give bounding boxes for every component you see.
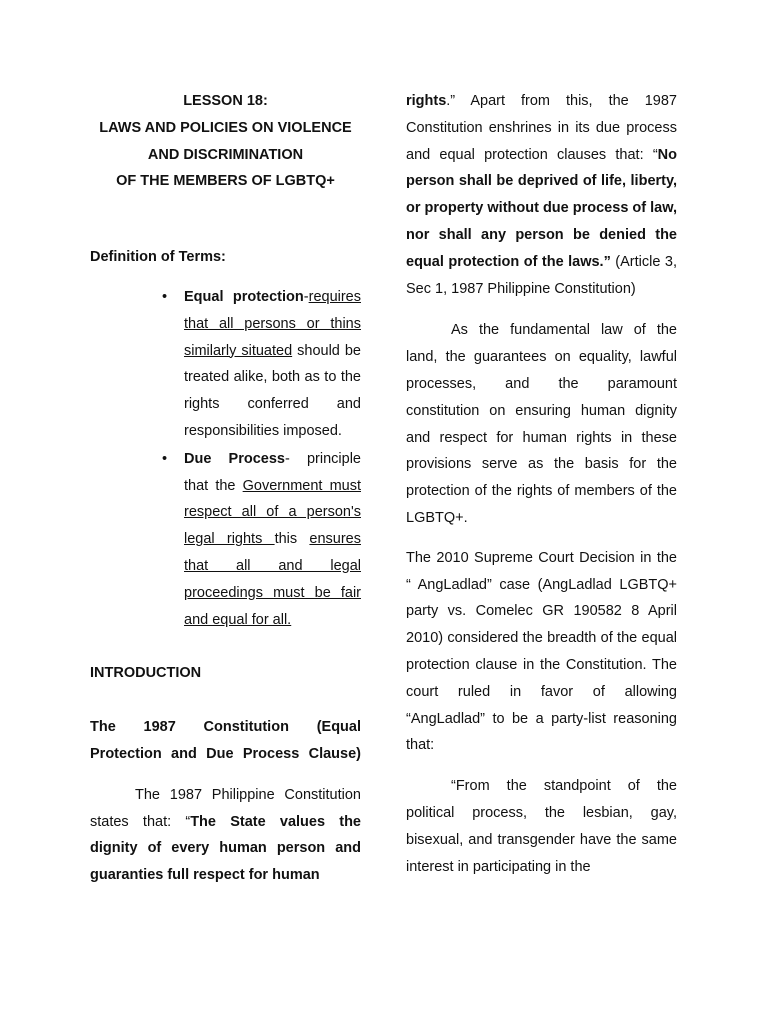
equal-protection-rest: should be treated alike, both as to the rights conferred and responsibilities imposed. <box>184 342 361 439</box>
due-process-underlined-1: Government must respect all of a person's legal rights <box>184 477 361 548</box>
term-equal-protection: Equal protection <box>184 288 304 305</box>
angladlad-paragraph: The 2010 Supreme Court Decision in the “ AngLadlad” case (AngLadlad LGBTQ+ party vs. Comelec GR 190582 8 April 2010) considered the breadth of the equal protection clause in the Constitution. The court ruled in favor of allowing “AngLadlad” to be a party-list reasoning that: <box>406 549 677 754</box>
equal-protection-underlined: requires that all persons or thins similarly situated <box>184 288 361 359</box>
state-values-quote: The State values the dignity of every human person and guaranties full respect for human <box>90 813 361 884</box>
right-column <box>406 88 677 880</box>
lesson-title-line-3: OF THE MEMBERS OF LGBTQ+ <box>116 173 335 190</box>
introduction-heading: INTRODUCTION <box>90 665 202 682</box>
citation: (Article 3, Sec 1, 1987 Philippine Constitution) <box>406 253 677 297</box>
left-column <box>90 88 361 889</box>
definition-heading: Definition of Terms: <box>90 249 226 266</box>
term-due-process: Due Process <box>184 450 285 467</box>
angladlad-quote: “From the standpoint of the political process, the lesbian, gay, bisexual, and transgender have the same interest in participating in the <box>406 778 677 875</box>
state-values-quote-continued: rights <box>406 93 447 109</box>
due-process-paragraph: rights.” Apart from this, the 1987 Constitution enshrines in its due process and equal protection clauses that: “No person shall be deprived of life, liberty, or property without due process of law, nor shall any person be denied the equal protection of the laws.” (Article 3, Sec 1, 1987 Philippine Constitution) <box>406 93 677 297</box>
due-process-underlined-2: ensures that all and legal proceedings must be fair and equal for all. <box>184 531 361 628</box>
fundamental-law-paragraph: As the fundamental law of the land, the guarantees on equality, lawful processes, and the paramount constitution on ensuring human dignity and respect for human rights in these provisions serve as the basis for the protection of the rights of members of the LGBTQ+. <box>406 322 677 526</box>
definition-due-process: • Due Process- principle that the Government must respect all of a person's legal rights this ensures that all and legal proceedings must be fair and equal for all. <box>90 446 361 634</box>
due-process-quote: No person shall be deprived of life, liberty, or property without due process of law, nor shall any person be denied the equal protection of the laws.” <box>406 146 677 270</box>
constitution-subheading: The 1987 Constitution (Equal Protection and Due Process Clause) <box>90 719 361 762</box>
lesson-title-line-2: AND DISCRIMINATION <box>147 146 304 163</box>
lesson-number: LESSON 18: <box>183 93 268 109</box>
lesson-title-line-1: LAWS AND POLICIES ON VIOLENCE <box>99 119 352 136</box>
constitution-paragraph: The 1987 Philippine Constitution states that: “The State values the dignity of every human person and guaranties full respect for human <box>90 786 361 884</box>
definition-list <box>90 284 361 633</box>
definition-equal-protection: • Equal protection-requires that all persons or thins similarly situated should be treated alike, both as to the rights conferred and responsibilities imposed. <box>90 284 361 445</box>
